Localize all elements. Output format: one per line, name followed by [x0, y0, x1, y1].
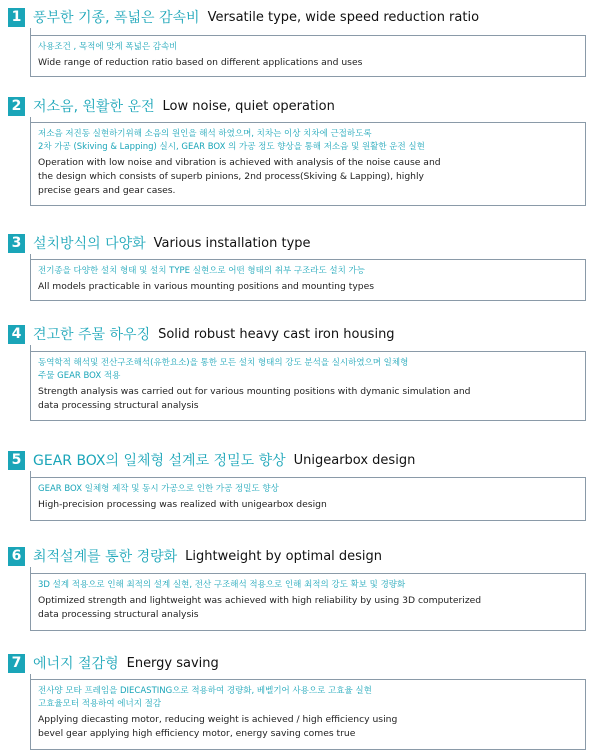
description-english: Strength analysis was carried out for various mounting positions with dymanic simulation and data processing structural analysis: [38, 386, 471, 411]
description-box: [30, 259, 586, 301]
description-box: [30, 679, 586, 750]
feature-heading: [8, 323, 395, 345]
description-korean: 3D 설계 적용으로 인해 최적의 설계 실현, 전산 구조해석 적용으로 인해 최적의 강도 확보 및 경량화: [38, 580, 406, 590]
description-korean: 사용조건 , 목적에 맞게 폭넓은 감속비: [38, 42, 178, 52]
description-box: [30, 351, 586, 421]
description-english: Optimized strength and lightweight was achieved with high reliability by using 3D computerized data processing structural analysis: [38, 595, 482, 620]
number-badge: 4: [8, 325, 25, 344]
description-english: Wide range of reduction ratio based on different applications and uses: [38, 57, 363, 68]
description-korean: 동역학적 해석및 전산구조해석(유한요소)을 통한 모든 설치 형태의 강도 분석을 실시하였으며 일체형 주물 GEAR BOX 적용: [38, 358, 409, 381]
number-badge: 3: [8, 234, 25, 253]
feature-heading: [8, 652, 219, 674]
title-english: Various installation type: [153, 235, 311, 251]
title-english: Low noise, quiet operation: [162, 98, 335, 114]
description-box: [30, 122, 586, 206]
feature-heading: [8, 95, 335, 117]
title-english: Energy saving: [126, 655, 219, 671]
title-korean: 최적설계를 통한 경량화: [33, 549, 178, 565]
title-korean: 풍부한 기종, 폭넓은 감속비: [33, 10, 200, 26]
title-english: Lightweight by optimal design: [185, 548, 383, 564]
feature-heading: [8, 449, 415, 471]
title-korean: 견고한 주물 하우징: [33, 327, 151, 343]
description-box: [30, 477, 586, 521]
number-badge: 5: [8, 451, 25, 470]
title-korean: GEAR BOX의 일체형 설계로 정밀도 향상: [33, 453, 286, 469]
number-badge: 1: [8, 8, 25, 27]
description-korean: GEAR BOX 일체형 제작 및 동시 가공으로 인한 가공 정밀도 향상: [38, 484, 279, 494]
title-english: Unigearbox design: [293, 452, 416, 468]
description-english: All models practicable in various mounting positions and mounting types: [38, 281, 375, 292]
description-english: Operation with low noise and vibration is achieved with analysis of the noise cause and the design which consists of superb pinions, 2nd process(Skiving & Lapping), highly precise gears and gear cases.: [38, 157, 441, 196]
title-korean: 설치방식의 다양화: [33, 236, 146, 252]
description-english: High-precision processing was realized with unigearbox design: [38, 499, 327, 510]
title-korean: 저소음, 원활한 운전: [33, 99, 155, 115]
feature-heading: [8, 545, 382, 567]
title-english: Versatile type, wide speed reduction ratio: [207, 9, 480, 25]
number-badge: 7: [8, 654, 25, 673]
description-korean: 전기종을 다양한 설치 형태 및 설치 TYPE 실현으로 어떤 형태의 취부 구조라도 설치 가능: [38, 266, 365, 276]
number-badge: 6: [8, 547, 25, 566]
number-badge: 2: [8, 97, 25, 116]
description-box: [30, 573, 586, 631]
description-box: [30, 35, 586, 77]
description-korean: 전사양 모타 프레임을 DIECASTING으로 적용하여 경량화, 베벨기어 사용으로 고효율 실현 고효율모터 적용하여 에너지 절감: [38, 686, 372, 709]
description-korean: 저소음 저진동 실현하기위해 소음의 원인을 해석 하였으며, 치차는 이상 치차에 근접하도록 2차 가공 (Skiving & Lapping) 실시, GEAR BOX 의 가공 정도 향상을 통해 저소음 및 원활한 운전 실현: [38, 129, 425, 152]
feature-heading: [8, 6, 479, 28]
description-english: Applying diecasting motor, reducing weight is achieved / high efficiency using bevel gear applying high efficiency motor, energy saving comes true: [38, 714, 398, 739]
title-english: Solid robust heavy cast iron housing: [158, 326, 395, 342]
title-korean: 에너지 절감형: [33, 656, 119, 672]
feature-heading: [8, 232, 311, 254]
